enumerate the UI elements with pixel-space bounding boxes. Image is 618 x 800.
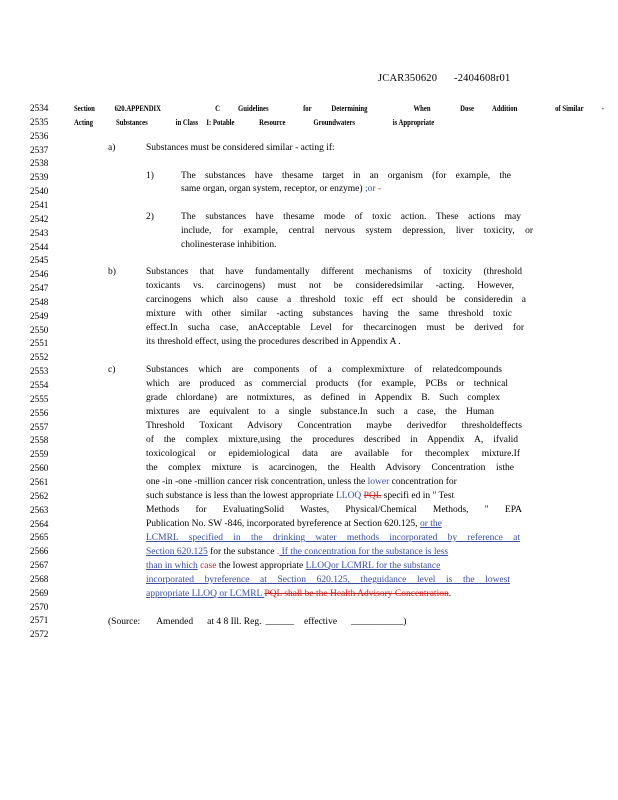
subsection-b-line1: Substances that have fundamentally different mechanisms of toxicity (threshold xyxy=(146,267,522,277)
title-word: Groundwaters xyxy=(313,118,356,127)
line-number: 2550 xyxy=(30,324,49,335)
item-2-line3: cholinesterase inhibition. xyxy=(181,240,277,250)
title-word: Substances xyxy=(115,118,148,127)
subsection-a-label: a) xyxy=(108,143,116,153)
item-1-line1: The substances have thesame target in an organism (for example, the xyxy=(181,171,511,181)
subsection-b-label: b) xyxy=(108,267,116,277)
line-number: 2539 xyxy=(30,172,49,183)
subsection-b-line6: its threshold effect, using the procedures described in Appendix A . xyxy=(146,337,401,347)
title-word: 620.APPENDIX xyxy=(114,104,162,113)
section-title-line2 xyxy=(74,117,517,128)
line-number: 2538 xyxy=(30,158,49,169)
line-number: 2562 xyxy=(30,490,49,501)
subsection-b-line5: effect.In sucha case, anAcceptable Level for thecarcinogen must be derived for xyxy=(146,323,524,333)
c9-end: concentration for xyxy=(391,477,457,487)
line-number: 2560 xyxy=(30,463,49,474)
subsection-c-line17 xyxy=(146,589,451,600)
c15-text: the lowest appropriate xyxy=(216,561,306,571)
subsection-b-line4: mixture with other similar -acting substances having the same threshold toxic xyxy=(146,309,512,319)
line-number: 2569 xyxy=(30,587,49,598)
subsection-c-line3: grade chlordane) are notmixtures, as defined in Appendix B. Such complex xyxy=(146,393,500,403)
source-effective: effective xyxy=(303,617,338,627)
line-number: 2548 xyxy=(30,296,49,307)
line-number: 2536 xyxy=(30,130,49,141)
subsection-c-label: c) xyxy=(108,365,116,375)
line-number: 2556 xyxy=(30,407,49,418)
item-2-label: 2) xyxy=(146,212,154,222)
title-word: Guidelines xyxy=(238,104,269,113)
title-word: for xyxy=(303,104,312,113)
line-number: 2537 xyxy=(30,144,49,155)
subsection-c-line8: the complex mixture is acarcinogen, the Health Advisory Concentration isthe xyxy=(146,463,514,473)
doc-id: JCAR350620 xyxy=(378,73,438,84)
deleted-pql-clause: PQL shall be the Health Advisory Concentration xyxy=(264,589,449,599)
subsection-c-line7: toxicological or epidemiological data are available for thecomplex mixture.If xyxy=(146,449,520,459)
line-number: 2561 xyxy=(30,476,49,487)
line-number: 2571 xyxy=(30,615,49,626)
line-number: 2555 xyxy=(30,393,49,404)
subsection-c-line16-inserted: incorporated byreference at Section 620.125, theguidance level is the lowest xyxy=(146,575,510,585)
subsection-b-line3: carcinogens which also cause a threshold toxic eff ect should be consideredin a xyxy=(146,295,526,305)
subsection-c-line4: mixtures are equivalent to a single substance.In such a case, the Human xyxy=(146,407,494,417)
inserted-lower: lower xyxy=(367,477,390,487)
inserted-or: ;or xyxy=(364,184,376,194)
deleted-dash: - xyxy=(375,184,382,194)
line-number: 2558 xyxy=(30,435,49,446)
line-number: 2544 xyxy=(30,241,49,252)
title-word: Acting xyxy=(74,118,94,127)
c14-text: for the substance xyxy=(207,547,277,557)
line-number: 2559 xyxy=(30,449,49,460)
c17-period: . xyxy=(448,589,452,599)
inserted-lloq: LLOQ xyxy=(335,491,362,501)
line-number: 2572 xyxy=(30,629,49,640)
title-word: When xyxy=(413,104,431,113)
document-header xyxy=(378,73,510,84)
title-word: in Class xyxy=(175,118,199,127)
inserted-than: than in which xyxy=(146,561,198,571)
deleted-period: . xyxy=(276,547,280,557)
line-number: 2564 xyxy=(30,518,49,529)
inserted-appropriate: appropriate LLOQ or LCMRL xyxy=(146,589,265,599)
line-number: 2553 xyxy=(30,366,49,377)
subsection-c-line1: Substances which are components of a complexmixture of relatedcompounds xyxy=(146,365,502,375)
doc-revision: -2404608r01 xyxy=(454,73,511,84)
line-number: 2546 xyxy=(30,269,49,280)
line-number: 2551 xyxy=(30,338,49,349)
title-word: - xyxy=(601,104,604,113)
deleted-pql: PQL xyxy=(363,491,382,501)
subsection-b-line2: toxicants vs. carcinogens) must not be consideredsimilar -acting. However, xyxy=(146,281,514,291)
subsection-c-line6: of the complex mixture,using the procedures described in Appendix A, ifvalid xyxy=(146,435,518,445)
c10-text: such substance is less than the lowest appropriate xyxy=(146,491,336,501)
inserted-if-clause: If the concentration for the substance is less xyxy=(279,547,449,557)
line-number: 2570 xyxy=(30,601,49,612)
subsection-c-line5: Threshold Toxicant Advisory Concentration maybe derivedfor thresholdeffects xyxy=(146,421,522,431)
title-word: I: Potable xyxy=(206,118,235,127)
source-label: (Source: xyxy=(108,617,141,627)
title-word: Section xyxy=(74,104,95,113)
inserted-or-the: or the xyxy=(419,519,442,529)
line-number: 2543 xyxy=(30,227,49,238)
subsection-a-intro: Substances must be considered similar - acting if: xyxy=(146,143,335,153)
item-1-label: 1) xyxy=(146,171,154,181)
title-word: Resource xyxy=(259,118,286,127)
line-number: 2547 xyxy=(30,283,49,293)
line-number: 2535 xyxy=(30,116,49,127)
item-2-line1: The substances have thesame mode of toxic action. These actions may xyxy=(181,212,521,222)
line-number: 2568 xyxy=(30,573,49,584)
line-number: 2554 xyxy=(30,380,49,390)
source-blank-2: ___________) xyxy=(351,617,407,627)
subsection-c-line10 xyxy=(146,491,454,502)
inserted-section: Section 620.125 xyxy=(146,547,208,557)
title-word: Dose xyxy=(460,104,474,113)
item-1-text: same organ, organ system, receptor, or enzyme) xyxy=(181,184,365,194)
item-2-line2: include, for example, central nervous system depression, liver toxicity, or xyxy=(181,226,533,236)
source-citation: at 4 8 Ill. Reg. xyxy=(207,617,262,627)
c9-text: one -in -one -million cancer risk concentration, unless the xyxy=(146,477,366,487)
line-number: 2563 xyxy=(30,504,49,515)
line-number: 2545 xyxy=(30,255,49,266)
deleted-case: case xyxy=(197,561,217,571)
source-note xyxy=(108,617,406,628)
subsection-c-line15 xyxy=(146,561,440,572)
source-blank-1: ______ xyxy=(265,617,294,627)
subsection-c-line12 xyxy=(146,519,442,530)
line-number: 2542 xyxy=(30,213,49,224)
inserted-lloq-lcmrl: LLOQor LCMRL for the substance xyxy=(305,561,441,571)
item-1-line2 xyxy=(181,184,381,195)
subsection-c-line2: which are produced as commercial products (for example, PCBs or technical xyxy=(146,379,508,389)
subsection-c-line14 xyxy=(146,547,448,558)
subsection-c-line11: Methods for EvaluatingSolid Wastes, Physical/Chemical Methods, " EPA xyxy=(146,505,522,515)
section-title-line1 xyxy=(74,103,604,114)
c12-text: Publication No. SW -846, incorporated byreference at Section 620.125, xyxy=(146,519,420,529)
line-number: 2567 xyxy=(30,560,49,570)
title-word: is Appropriate xyxy=(392,118,435,127)
line-number: 2541 xyxy=(30,199,49,210)
source-amended: Amended xyxy=(156,617,194,627)
subsection-c-line9 xyxy=(146,477,528,488)
line-number: 2534 xyxy=(30,103,49,113)
line-number: 2540 xyxy=(30,186,49,197)
title-word: Determining xyxy=(331,104,368,113)
title-word: Addition xyxy=(491,104,518,113)
line-number: 2549 xyxy=(30,310,49,321)
title-word: C xyxy=(215,104,220,113)
title-word: of Similar xyxy=(555,104,584,113)
line-number: 2566 xyxy=(30,546,49,557)
subsection-c-line13-inserted: LCMRL specified in the drinking water methods incorporated by reference at xyxy=(146,533,520,543)
line-number: 2565 xyxy=(30,532,49,543)
c10-end: specifi ed in " Test xyxy=(381,491,455,501)
line-number: 2557 xyxy=(30,421,49,432)
line-number: 2552 xyxy=(30,352,49,363)
